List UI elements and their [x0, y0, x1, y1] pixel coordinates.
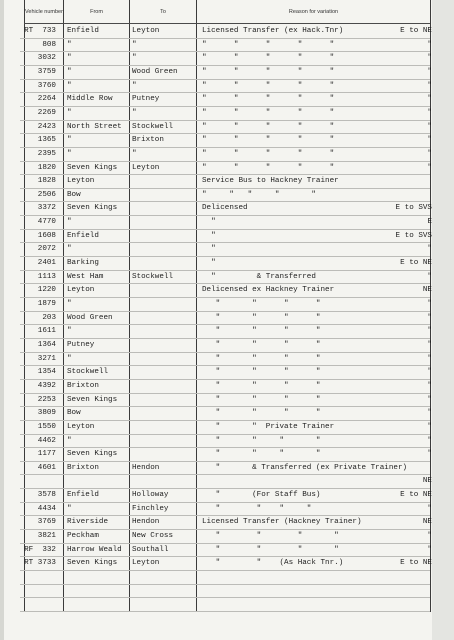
table-row [0, 474, 454, 488]
reason-cell: " " " " [202, 409, 321, 418]
from-cell: Leyton [67, 177, 95, 186]
vehicle-number-cell: 3759 [37, 67, 56, 76]
to-cell: Leyton [132, 163, 160, 172]
row-rule [20, 584, 430, 585]
code-cell: " [427, 340, 432, 349]
table-row [0, 38, 454, 52]
to-cell: " [132, 54, 137, 63]
table-row [0, 338, 454, 352]
to-cell: Wood Green [132, 67, 178, 76]
vehicle-number-cell: 203 [42, 313, 56, 322]
reason-cell: " " " " " [202, 95, 335, 104]
reason-cell: Delicensed ex Hackney Trainer [202, 286, 335, 295]
vehicle-number-cell: 2395 [37, 149, 56, 158]
table-row [0, 161, 454, 175]
header-vehicle-number: Vehicle number [25, 9, 63, 15]
vehicle-number-cell: 3372 [37, 204, 56, 213]
reason-cell: " " " " " [202, 136, 335, 145]
reason-cell: " " " " [202, 368, 321, 377]
to-cell: " [132, 108, 137, 117]
table-row [0, 201, 454, 215]
from-cell: Bow [67, 190, 81, 199]
reason-cell: " " Private Trainer [202, 422, 335, 431]
row-rule [20, 611, 430, 612]
to-cell: Holloway [132, 491, 169, 500]
from-cell: " [67, 81, 72, 90]
from-cell: Wood Green [67, 313, 113, 322]
vehicle-number-cell: 1828 [37, 177, 56, 186]
table-row [0, 256, 454, 270]
from-cell: North Street [67, 122, 122, 131]
from-cell: Stockwell [67, 368, 109, 377]
code-cell: " [427, 422, 432, 431]
from-cell: " [67, 136, 72, 145]
code-cell: " [427, 436, 432, 445]
reason-cell: " & Transferred (ex Private Trainer) [202, 463, 408, 472]
vehicle-number-cell: 1354 [37, 368, 56, 377]
reason-cell: " " " " [202, 327, 321, 336]
from-cell: Riverside [67, 518, 109, 527]
code-cell: " [427, 136, 432, 145]
table-row [0, 324, 454, 338]
reason-cell: Licensed Transfer (ex Hack.Tnr) [202, 27, 344, 35]
from-cell: Middle Row [67, 95, 113, 104]
vehicle-number-cell: 3760 [37, 81, 56, 90]
to-cell: " [132, 149, 137, 158]
code-cell: " [427, 381, 432, 390]
from-cell: Brixton [67, 463, 99, 472]
vehicle-number-cell: 1220 [37, 286, 56, 295]
from-cell: " [67, 327, 72, 336]
code-cell: " [427, 67, 432, 76]
table-row [0, 365, 454, 379]
vehicle-number-cell: 1608 [37, 231, 56, 240]
reason-cell: " [202, 245, 216, 254]
reason-cell: " " " " " [202, 54, 335, 63]
reason-cell: " " " " [202, 436, 321, 445]
table-row [0, 79, 454, 93]
code-cell: " [427, 95, 432, 104]
from-cell: Enfield [67, 491, 99, 500]
reason-cell: " " " " " [202, 108, 335, 117]
table-row [0, 502, 454, 516]
vehicle-number-cell: 2072 [37, 245, 56, 254]
from-cell: Leyton [67, 422, 95, 431]
table-row [0, 174, 454, 188]
from-cell: " [67, 149, 72, 158]
reason-cell: " " " " " [202, 67, 335, 76]
reason-cell: " " " " [202, 395, 321, 404]
to-cell: Leyton [132, 27, 160, 35]
table-row [0, 229, 454, 243]
code-cell: " [427, 450, 432, 459]
reason-cell: " " " " [202, 504, 312, 513]
from-cell: Peckham [67, 532, 99, 541]
from-cell: " [67, 354, 72, 363]
vehicle-number-cell: 3821 [37, 532, 56, 541]
from-cell: " [67, 54, 72, 63]
to-cell: Hendon [132, 518, 160, 527]
to-cell: Finchley [132, 504, 169, 513]
reason-cell: " " (As Hack Tnr.) [202, 559, 344, 568]
from-cell: " [67, 300, 72, 308]
vehicle-number-cell: 1113 [37, 272, 56, 281]
reason-cell: " [202, 218, 216, 227]
vehicle-number-cell: 2401 [37, 259, 56, 268]
code-cell: E to NE [400, 491, 432, 500]
reason-cell: " " " " " [202, 163, 335, 172]
code-cell: " [427, 40, 432, 49]
reason-cell: " " " " " [202, 81, 335, 90]
from-cell: Leyton [67, 286, 95, 295]
reason-cell: " [202, 231, 216, 240]
from-cell: Seven Kings [67, 204, 118, 213]
table-row [0, 556, 454, 570]
vehicle-number-cell: 3769 [37, 518, 56, 527]
to-cell: Southall [132, 545, 169, 554]
reason-cell: " " " " [202, 300, 321, 308]
vehicle-number-cell: 1550 [37, 422, 56, 431]
reason-cell: " " " " [202, 354, 321, 363]
reason-cell: " " " " " [202, 149, 335, 158]
code-cell: " [427, 81, 432, 90]
vehicle-number-cell: 3271 [37, 354, 56, 363]
table-row [0, 393, 454, 407]
reason-cell: " " " " [202, 450, 321, 459]
table-row [0, 283, 454, 297]
reason-cell: " " " " [202, 313, 321, 322]
code-cell: E to NE [400, 559, 432, 568]
vehicle-number-cell: 4434 [37, 504, 56, 513]
code-cell: " [427, 395, 432, 404]
reason-cell: " " " " [202, 545, 339, 554]
vehicle-number-cell: 2423 [37, 122, 56, 131]
vehicle-number-cell: 2269 [37, 108, 56, 117]
vehicle-number-cell: 4601 [37, 463, 56, 472]
code-cell: " [427, 245, 432, 254]
from-cell: Seven Kings [67, 450, 118, 459]
vehicle-number-cell: 3578 [37, 491, 56, 500]
from-cell: Putney [67, 340, 95, 349]
from-cell: " [67, 436, 72, 445]
from-cell: West Ham [67, 272, 104, 281]
vehicle-number-cell: 1820 [37, 163, 56, 172]
code-cell: " [427, 327, 432, 336]
to-cell: Brixton [132, 136, 164, 145]
from-cell: " [67, 108, 72, 117]
vehicle-number-cell: 1365 [37, 136, 56, 145]
table-row [0, 147, 454, 161]
row-rule [20, 597, 430, 598]
table-row [0, 270, 454, 284]
table-row [0, 447, 454, 461]
code-cell: E [427, 218, 432, 227]
reason-cell: " " " " [202, 532, 339, 541]
code-cell: " [427, 163, 432, 172]
table-row [0, 51, 454, 65]
code-cell: " [427, 122, 432, 131]
code-cell: NE [422, 477, 432, 486]
code-cell: " [427, 300, 432, 308]
vehicle-number-cell: 2264 [37, 95, 56, 104]
from-cell: Seven Kings [67, 163, 118, 172]
code-cell: " [427, 149, 432, 158]
reason-cell: Service Bus to Hackney Trainer [202, 177, 339, 186]
code-cell: E to SVS [395, 231, 432, 240]
table-row [0, 488, 454, 502]
vehicle-number-cell: 3032 [37, 54, 56, 63]
vehicle-number-cell: RF 332 [24, 545, 56, 554]
reason-cell: " " " " [202, 340, 321, 349]
reason-cell: " (For Staff Bus) [202, 491, 321, 500]
vehicle-number-cell: 2506 [37, 190, 56, 199]
table-row [0, 311, 454, 325]
vehicle-number-cell: 4392 [37, 381, 56, 390]
from-cell: Enfield [67, 231, 99, 240]
to-cell: Hendon [132, 463, 160, 472]
table-row [0, 352, 454, 366]
code-cell: " [427, 354, 432, 363]
code-cell: E to NE [400, 259, 432, 268]
to-cell: New Cross [132, 532, 174, 541]
from-cell: " [67, 218, 72, 227]
reason-cell: " " " " [202, 381, 321, 390]
code-cell: " [427, 545, 432, 554]
code-cell: " [427, 532, 432, 541]
table-row [0, 515, 454, 529]
table-row [0, 434, 454, 448]
vehicle-number-cell: 2253 [37, 395, 56, 404]
from-cell: " [67, 40, 72, 49]
table-row [0, 65, 454, 79]
table-row [0, 242, 454, 256]
reason-cell: " " " " " [202, 190, 316, 199]
from-cell: Seven Kings [67, 395, 118, 404]
from-cell: " [67, 67, 72, 76]
table-row [0, 106, 454, 120]
vehicle-number-cell: 1611 [37, 327, 56, 336]
table-row [0, 120, 454, 134]
table-row [0, 379, 454, 393]
reason-cell: " [202, 259, 216, 268]
vehicle-number-cell: 808 [42, 40, 56, 49]
code-cell: E to NE [400, 27, 432, 35]
code-cell: " [427, 368, 432, 377]
vehicle-number-cell: 1364 [37, 340, 56, 349]
from-cell: " [67, 245, 72, 254]
vehicle-number-cell: 1879 [37, 300, 56, 308]
vehicle-number-cell: 4462 [37, 436, 56, 445]
reason-cell: " & Transferred [202, 272, 316, 281]
code-cell: NE [422, 286, 432, 295]
to-cell: Stockwell [132, 272, 174, 281]
code-cell: NE [422, 518, 432, 527]
table-row [0, 529, 454, 543]
reason-cell: Licensed Transfer (Hackney Trainer) [202, 518, 362, 527]
code-cell: " [427, 313, 432, 322]
header-from: From [90, 9, 103, 15]
code-cell: " [427, 409, 432, 418]
vehicle-number-cell: RT 3733 [24, 559, 56, 568]
reason-cell: " " " " " [202, 40, 335, 49]
vehicle-number-cell: 1177 [37, 450, 56, 459]
vehicle-number-cell: 4770 [37, 218, 56, 227]
from-cell: Bow [67, 409, 81, 418]
header-reason: Reason for variation [288, 9, 339, 15]
to-cell: Putney [132, 95, 160, 104]
table-row [0, 188, 454, 202]
reason-cell: " " " " " [202, 122, 335, 131]
table-row [0, 24, 454, 38]
to-cell: Leyton [132, 559, 160, 568]
to-cell: " [132, 40, 137, 49]
table-row [0, 133, 454, 147]
vehicle-number-cell: 3809 [37, 409, 56, 418]
table-row [0, 543, 454, 557]
to-cell: " [132, 81, 137, 90]
from-cell: Enfield [67, 27, 99, 35]
table-row [0, 461, 454, 475]
reason-cell: Delicensed [202, 204, 248, 213]
table-row [0, 215, 454, 229]
code-cell: " [427, 108, 432, 117]
table-row [0, 420, 454, 434]
header-to: To [160, 9, 166, 15]
from-cell: " [67, 504, 72, 513]
table-row [0, 92, 454, 106]
code-cell: " [427, 54, 432, 63]
from-cell: Brixton [67, 381, 99, 390]
from-cell: Harrow Weald [67, 545, 122, 554]
vehicle-number-cell: RT 733 [24, 27, 56, 35]
from-cell: Barking [67, 259, 99, 268]
code-cell: " [427, 272, 432, 281]
from-cell: Seven Kings [67, 559, 118, 568]
to-cell: Stockwell [132, 122, 174, 131]
code-cell: E to SVS [395, 204, 432, 213]
table-row [0, 297, 454, 311]
code-cell: " [427, 504, 432, 513]
table-row [0, 406, 454, 420]
